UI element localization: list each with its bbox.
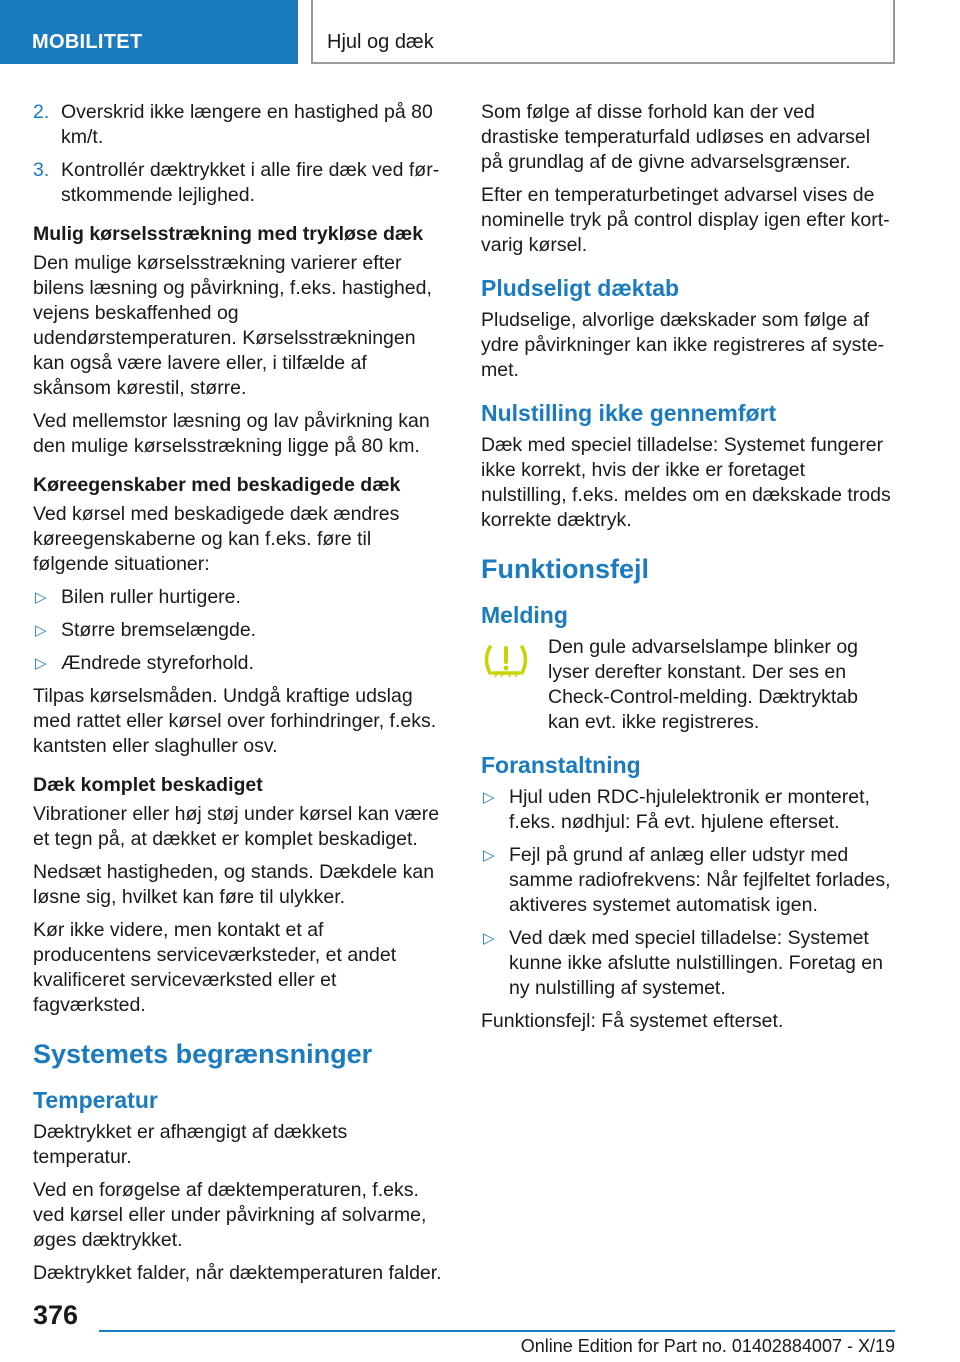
paragraph: Dæk med speciel tilladelse: Systemet fungerer ikke korrekt, hvis der ikke er foretaget nulstilling, f.eks. meldes om en dækskade trods korrekte dæktryk.	[481, 434, 891, 531]
left-column	[33, 100, 447, 1294]
section-tab: MOBILITET	[0, 0, 298, 64]
paragraph: Funktionsfejl: Få systemet efterset.	[481, 1010, 784, 1032]
warning-text: Den gule advarselslampe blinker og lyser derefter konstant. Der ses en Check-Control-melding. Dæktryktab kan evt. ikke registreres.	[548, 636, 859, 733]
list-item-text: Ved dæk med speciel tilladelse: Systemet kunne ikke afslutte nulstillingen. Foretag en ny nulstilling af systemet.	[509, 927, 883, 999]
subheading-handling: Køreegenskaber med beskadigede dæk	[33, 474, 401, 496]
chapter-title: Hjul og dæk	[311, 0, 895, 64]
paragraph: Dæktrykket falder, når dæktemperaturen falder.	[33, 1262, 442, 1284]
paragraph: Tilpas kørselsmåden. Undgå kraftige udslag med rattet eller kørsel over forhindringer, f.eks. kantsten eller slaghuller osv.	[33, 685, 437, 757]
step-number: 2.	[33, 101, 50, 123]
list-item-text: Større bremselængde.	[61, 619, 257, 641]
heading-reset-not-done: Nulstilling ikke gennemført	[481, 400, 777, 426]
list-item	[481, 843, 893, 918]
heading-temperature: Temperatur	[33, 1087, 158, 1113]
warning-message	[481, 635, 893, 735]
heading-sudden-loss: Pludseligt dæktab	[481, 275, 680, 301]
heading-malfunction: Funktionsfejl	[481, 554, 649, 584]
paragraph: Kør ikke videre, men kontakt et af producentens serviceværksteder, et andet kvalificeret serviceværksted eller et fagværksted.	[33, 919, 397, 1016]
triangle-bullet-icon: ▷	[483, 789, 495, 806]
numbered-step	[33, 100, 447, 150]
list-item-text: Ændrede styreforhold.	[61, 652, 254, 674]
tire-pressure-warning-icon	[481, 643, 531, 679]
triangle-bullet-icon: ▷	[35, 655, 47, 672]
paragraph: Pludselige, alvorlige dækskader som følge af ydre påvirkninger kan ikke registreres af systemet.	[481, 309, 885, 381]
paragraph: Efter en temperaturbetinget advarsel vises de nominelle tryk på control display igen efter kortvarig kørsel.	[481, 184, 890, 256]
paragraph: Vibrationer eller høj støj under kørsel kan være et tegn på, at dækket er komplet beskadiget.	[33, 803, 440, 850]
list-item	[481, 926, 893, 1001]
subheading-range: Mulig kørselsstrækning med trykløse dæk	[33, 223, 424, 245]
list-item	[33, 585, 447, 610]
triangle-bullet-icon: ▷	[35, 622, 47, 639]
footer-divider	[99, 1330, 895, 1332]
list-item-text: Bilen ruller hurtigere.	[61, 586, 241, 608]
step-text: Kontrollér dæktrykket i alle fire dæk ved førstkommende lejlighed.	[61, 159, 440, 206]
edition-note: Online Edition for Part no. 01402884007 - X/19	[520, 1336, 895, 1356]
heading-measures: Foranstaltning	[481, 752, 641, 778]
right-column	[481, 100, 893, 1042]
list-item	[33, 651, 447, 676]
step-number: 3.	[33, 159, 50, 181]
paragraph: Ved mellemstor læsning og lav påvirkning kan den mulige kørselsstrækning ligge på 80 km.	[33, 410, 430, 457]
triangle-bullet-icon: ▷	[35, 589, 47, 606]
paragraph: Ved kørsel med beskadigede dæk ændres køreegenskaberne og kan f.eks. føre til følgende situationer:	[33, 503, 400, 575]
paragraph: Dæktrykket er afhængigt af dækkets temperatur.	[33, 1121, 348, 1168]
paragraph: Den mulige kørselsstrækning varierer efter bilens læsning og påvirkning, f.eks. hastighed, vejens beskaffenhed og udendørstemperaturen. Kørselsstrækningen kan også være lavere eller, i tilfælde af skånsom kørestil, større.	[33, 252, 432, 399]
heading-message: Melding	[481, 602, 568, 628]
paragraph: Nedsæt hastigheden, og stands. Dækdele kan løsne sig, hvilket kan føre til ulykker.	[33, 861, 435, 908]
page-number: 376	[33, 1300, 79, 1330]
triangle-bullet-icon: ▷	[483, 930, 495, 947]
step-text: Overskrid ikke længere en hastighed på 80 km/t.	[61, 101, 433, 148]
numbered-step	[33, 158, 447, 208]
list-item-text: Fejl på grund af anlæg eller udstyr med samme radiofrekvens: Når fejlfeltet forlades, aktiveres systemet automatisk igen.	[509, 844, 891, 916]
list-item	[33, 618, 447, 643]
heading-system-limits: Systemets begrænsninger	[33, 1039, 373, 1069]
paragraph: Som følge af disse forhold kan der ved drastiske temperaturfald udløses en advarsel på grundlag af de givne advarselsgrænser.	[481, 101, 871, 173]
list-item-text: Hjul uden RDC-hjulelektronik er monteret, f.eks. nødhjul: Få evt. hjulene efterset.	[509, 786, 870, 833]
list-item	[481, 785, 893, 835]
paragraph: Ved en forøgelse af dæktemperaturen, f.eks. ved kørsel eller under påvirkning af solvarme, øges dæktrykket.	[33, 1179, 427, 1251]
triangle-bullet-icon: ▷	[483, 847, 495, 864]
subheading-damaged: Dæk komplet beskadiget	[33, 774, 263, 796]
